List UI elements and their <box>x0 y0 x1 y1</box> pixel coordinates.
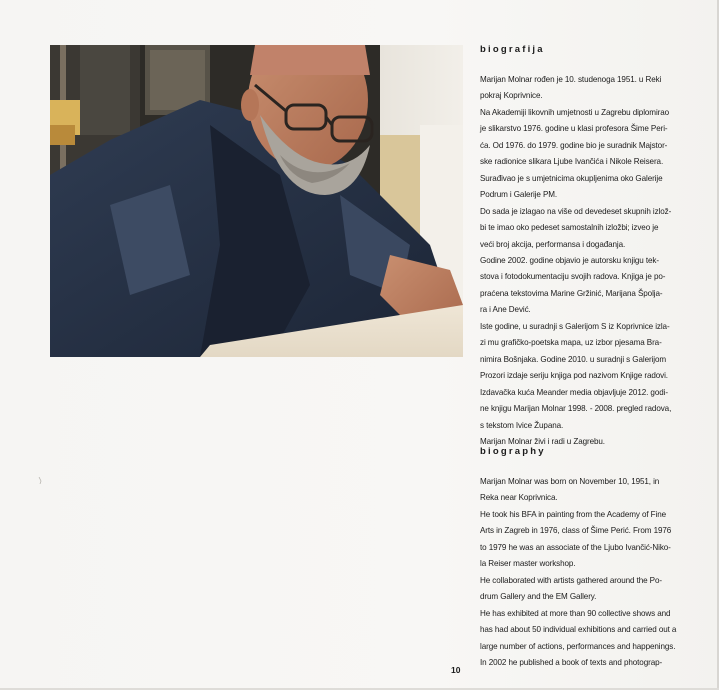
text-line: stova i fotodokumentaciju svojih radova. Knjiga je po- <box>480 272 666 282</box>
text-line: He took his BFA in painting from the Academy of Fine <box>480 509 667 519</box>
text-line: Godine 2002. godine objavio je autorsku knjigu tek- <box>480 255 659 265</box>
portrait-image <box>50 45 463 357</box>
text-line: drum Gallery and the EM Gallery. <box>480 592 597 602</box>
text-line: bi te imao oko pedeset samostalnih izložbi; izveo je <box>480 223 659 233</box>
text-line: ra i Ane Dević. <box>480 305 531 315</box>
text-line: He has exhibited at more than 90 collective shows and <box>480 608 671 618</box>
heading-biografija: biografija <box>480 44 545 55</box>
text-line: s tekstom Ivice Župana. <box>480 420 564 430</box>
portrait-photo <box>50 45 463 357</box>
text-line: Surađivao je s umjetnicima okupljenima oko Galerije <box>480 173 663 183</box>
text-line: large number of actions, performances and happenings. <box>480 641 676 651</box>
page-number: 10 <box>451 665 461 675</box>
text-line: Reka near Koprivnica. <box>480 493 558 503</box>
paper-speck <box>38 477 44 484</box>
biography-en-text <box>480 474 712 671</box>
text-line: Podrum i Galerije PM. <box>480 190 558 200</box>
text-line: In 2002 he published a book of texts and photograp- <box>480 657 663 667</box>
text-line: ske radionice slikara Ljube Ivančića i Nikole Reisera. <box>480 157 664 167</box>
text-line: Arts in Zagreb in 1976, class of Šime Perić. From 1976 <box>480 526 672 536</box>
text-line: Marijan Molnar rođen je 10. studenoga 1951. u Reki <box>480 75 662 84</box>
text-line: Izdavačka kuća Meander media objavljuje 2012. godi- <box>480 387 668 397</box>
text-line: la Reiser master workshop. <box>480 559 576 569</box>
biography-hr-text <box>480 72 712 450</box>
text-line: nimira Bošnjaka. Godine 2010. u suradnji s Galerijom <box>480 354 666 364</box>
text-line: Do sada je izlagao na više od devedeset skupnih izlož- <box>480 206 672 216</box>
text-line: je slikarstvo 1976. godine u klasi profesora Šime Peri- <box>480 124 668 134</box>
text-line: ća. Od 1976. do 1979. godine bio je suradnik Majstor- <box>480 140 668 150</box>
text-line: Iste godine, u suradnji s Galerijom S iz Koprivnice izla- <box>480 321 670 331</box>
text-line: veći broj akcija, performansa i događanja. <box>480 239 626 249</box>
text-line: to 1979 he was an associate of the Ljubo Ivančić-Niko- <box>480 542 671 552</box>
text-line: praćena tekstovima Marine Gržinić, Marijana Špolja- <box>480 288 663 298</box>
heading-biography: biography <box>480 446 546 457</box>
text-line: Marijan Molnar živi i radi u Zagrebu. <box>480 436 605 446</box>
text-line: Prozori izdaje seriju knjiga pod nazivom Knjige radovi. <box>480 371 668 381</box>
text-line: zi mu grafičko-poetska mapa, uz izbor pjesama Bra- <box>480 338 662 348</box>
text-line: has had about 50 individual exhibitions and carried out a <box>480 625 677 635</box>
text-line: He collaborated with artists gathered around the Po- <box>480 575 662 585</box>
text-line: pokraj Koprivnice. <box>480 91 543 101</box>
text-line: Marijan Molnar was born on November 10, 1951, in <box>480 477 660 486</box>
text-line: Na Akademiji likovnih umjetnosti u Zagrebu diplomirao <box>480 107 670 117</box>
text-line: ne knjigu Marijan Molnar 1998. - 2008. pregled radova, <box>480 404 672 414</box>
